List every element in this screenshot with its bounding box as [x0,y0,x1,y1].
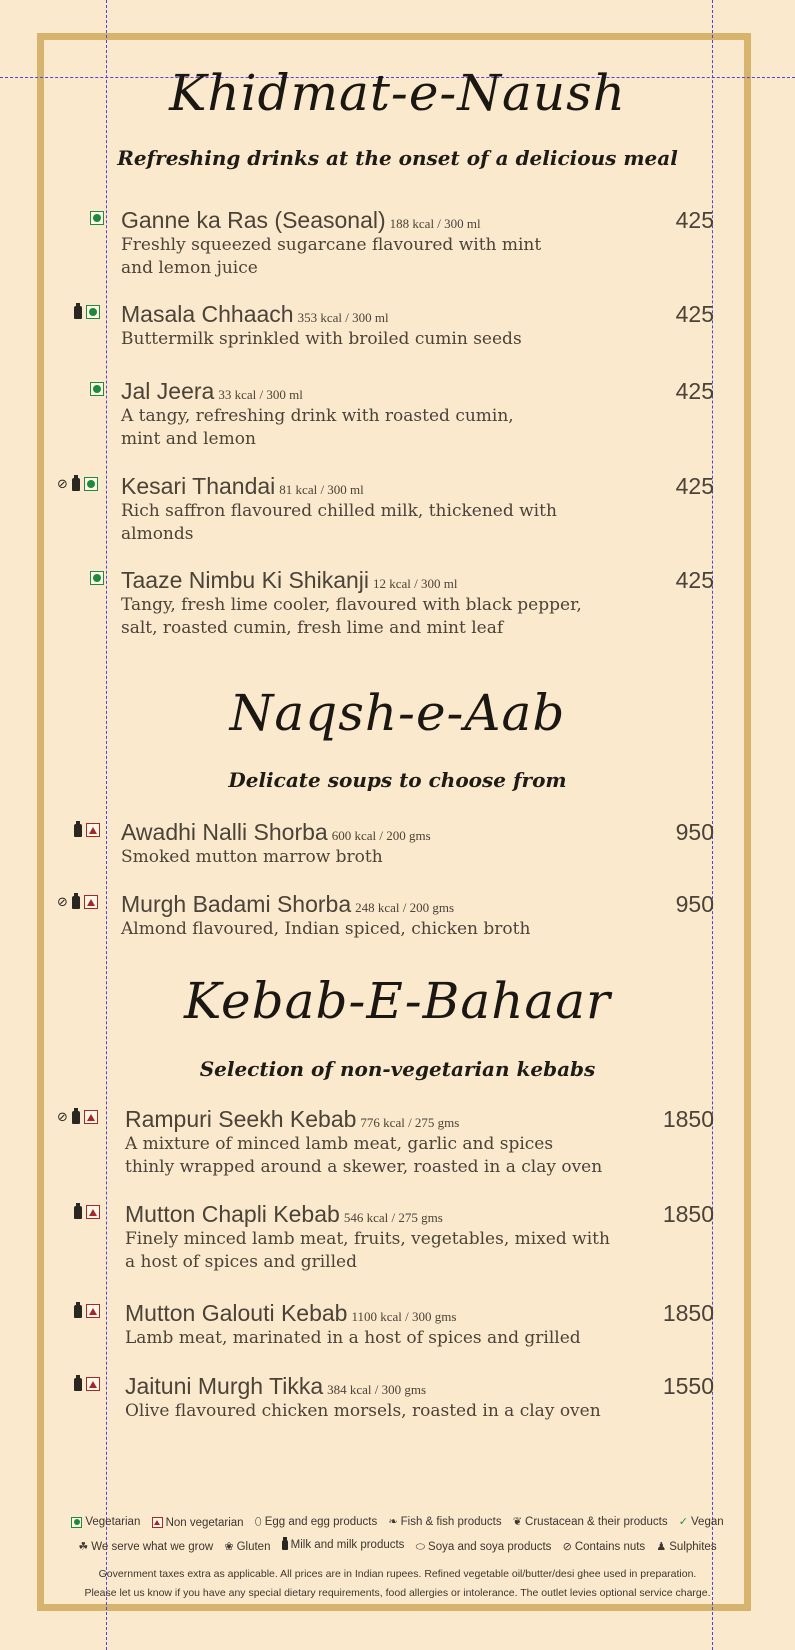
item-description: Finely minced lamb meat, fruits, vegetables, mixed with [125,1229,610,1249]
legend-crustacean: Crustacean & their products [525,1515,668,1528]
soya-icon: ⬭ [415,1540,426,1553]
item-description: Buttermilk sprinkled with broiled cumin seeds [121,329,522,349]
item-description: Rich saffron flavoured chilled milk, thickened with [121,501,557,521]
milk-icon [282,1540,288,1550]
legend-vegetarian: Vegetarian [85,1516,141,1528]
item-kcal: 776 kcal / 275 gms [360,1115,460,1130]
milk-icon [74,1305,82,1318]
veg-icon [90,571,104,585]
item-description: A tangy, refreshing drink with roasted cumin, [121,406,514,426]
legend-gluten: Gluten [236,1540,271,1553]
item-price: 950 [675,891,714,917]
item-name: Taaze Nimbu Ki Shikanji [121,567,370,593]
nuts-icon: ⊘ [57,894,68,910]
item-price: 950 [675,819,714,845]
item-name: Mutton Galouti Kebab [125,1300,348,1326]
item-description: salt, roasted cumin, fresh lime and mint leaf [121,618,504,638]
item-kcal: 384 kcal / 300 gms [327,1382,427,1397]
milk-icon [74,306,82,319]
item-price: 425 [675,567,714,593]
legend-milk: Milk and milk products [290,1539,405,1551]
veg-icon [90,211,104,225]
item-price: 425 [675,301,714,327]
nonveg-icon [86,823,100,837]
allergen-legend-row-1 [0,1515,795,1529]
item-price: 1550 [662,1373,714,1399]
item-name: Mutton Chapli Kebab [125,1201,340,1227]
vegan-icon: ✓ [678,1515,689,1528]
item-name: Rampuri Seekh Kebab [125,1106,357,1132]
item-price: 425 [675,378,714,404]
milk-icon [72,478,80,491]
allergen-legend-row-2 [0,1539,795,1554]
item-price: 1850 [662,1300,714,1326]
nonveg-icon [84,895,98,909]
milk-icon [74,824,82,837]
item-name: Masala Chhaach [121,301,294,327]
milk-icon [74,1206,82,1219]
crustacean-icon: ❦ [512,1515,523,1528]
item-description: thinly wrapped around a skewer, roasted in a clay oven [125,1157,603,1177]
item-description: and lemon juice [121,258,258,278]
item-description: Tangy, fresh lime cooler, flavoured with black pepper, [121,595,582,615]
sulphites-icon: ♟ [656,1540,667,1553]
item-kcal: 248 kcal / 200 gms [355,900,455,915]
item-kcal: 353 kcal / 300 ml [297,310,389,325]
section-title-drinks: Khidmat-e-Naush [169,64,626,122]
fish-icon: ❧ [388,1515,398,1528]
section-title-soups: Naqsh-e-Aab [229,684,566,742]
nonveg-icon [152,1517,163,1528]
legend-nuts: Contains nuts [574,1540,646,1553]
item-kcal: 12 kcal / 300 ml [373,576,458,591]
item-description: Almond flavoured, Indian spiced, chicken broth [121,919,531,939]
legend-vegan: Vegan [691,1515,724,1528]
item-kcal: 188 kcal / 300 ml [389,216,481,231]
legend-grow: We serve what we grow [91,1540,214,1553]
nuts-icon: ⊘ [57,1109,68,1125]
item-description: Smoked mutton marrow broth [121,847,383,867]
legend-soya: Soya and soya products [428,1541,552,1553]
item-kcal: 81 kcal / 300 ml [279,482,364,497]
guide-line-left [106,0,107,1650]
item-name: Jal Jeera [121,378,215,404]
item-description: mint and lemon [121,429,256,449]
item-kcal: 600 kcal / 200 gms [331,828,431,843]
nuts-icon: ⊘ [562,1540,572,1553]
item-description: A mixture of minced lamb meat, garlic and spices [125,1134,554,1154]
footnote-dietary: Please let us know if you have any special dietary requirements, food allergies or intolerance. The outlet levies optional service charge. [84,1587,711,1599]
item-price: 425 [675,207,714,233]
veg-icon [86,305,100,319]
legend-sulphites: Sulphites [669,1540,717,1553]
item-name: Kesari Thandai [121,473,276,499]
milk-icon [72,896,80,909]
item-name: Ganne ka Ras (Seasonal) [121,207,386,233]
veg-icon [84,477,98,491]
veg-icon [71,1517,82,1528]
section-subtitle-drinks: Refreshing drinks at the onset of a delicious meal [117,146,678,170]
legend-egg: Egg and egg products [264,1516,378,1528]
veg-icon [90,382,104,396]
item-price: 1850 [662,1106,714,1132]
nonveg-icon [86,1304,100,1318]
milk-icon [74,1378,82,1391]
gluten-icon: ❀ [224,1540,234,1553]
item-description: almonds [121,524,194,544]
item-name: Murgh Badami Shorba [121,891,352,917]
item-name: Awadhi Nalli Shorba [121,819,328,845]
item-kcal: 1100 kcal / 300 gms [351,1309,457,1324]
legend-fish: Fish & fish products [400,1515,502,1528]
item-kcal: 33 kcal / 300 ml [218,387,303,402]
milk-icon [72,1111,80,1124]
item-price: 425 [675,473,714,499]
nuts-icon: ⊘ [57,476,68,492]
grow-icon: ☘ [78,1540,89,1553]
section-subtitle-soups: Delicate soups to choose from [228,768,567,792]
section-subtitle-kebabs: Selection of non-vegetarian kebabs [199,1057,596,1081]
nonveg-icon [86,1377,100,1391]
item-description: a host of spices and grilled [125,1252,357,1272]
item-description: Freshly squeezed sugarcane flavoured with mint [121,235,542,255]
item-name: Jaituni Murgh Tikka [125,1373,324,1399]
footnote-taxes: Government taxes extra as applicable. All prices are in Indian rupees. Refined vegetable oil/butter/desi ghee used in preparation. [98,1568,697,1580]
item-price: 1850 [662,1201,714,1227]
item-description: Lamb meat, marinated in a host of spices and grilled [125,1328,581,1348]
nonveg-icon [84,1110,98,1124]
item-kcal: 546 kcal / 275 gms [343,1210,443,1225]
nonveg-icon [86,1205,100,1219]
item-description: Olive flavoured chicken morsels, roasted in a clay oven [125,1401,601,1421]
section-title-kebabs: Kebab-E-Bahaar [184,972,611,1030]
egg-icon: ⬯ [254,1515,262,1528]
legend-non-vegetarian: Non vegetarian [165,1516,244,1529]
